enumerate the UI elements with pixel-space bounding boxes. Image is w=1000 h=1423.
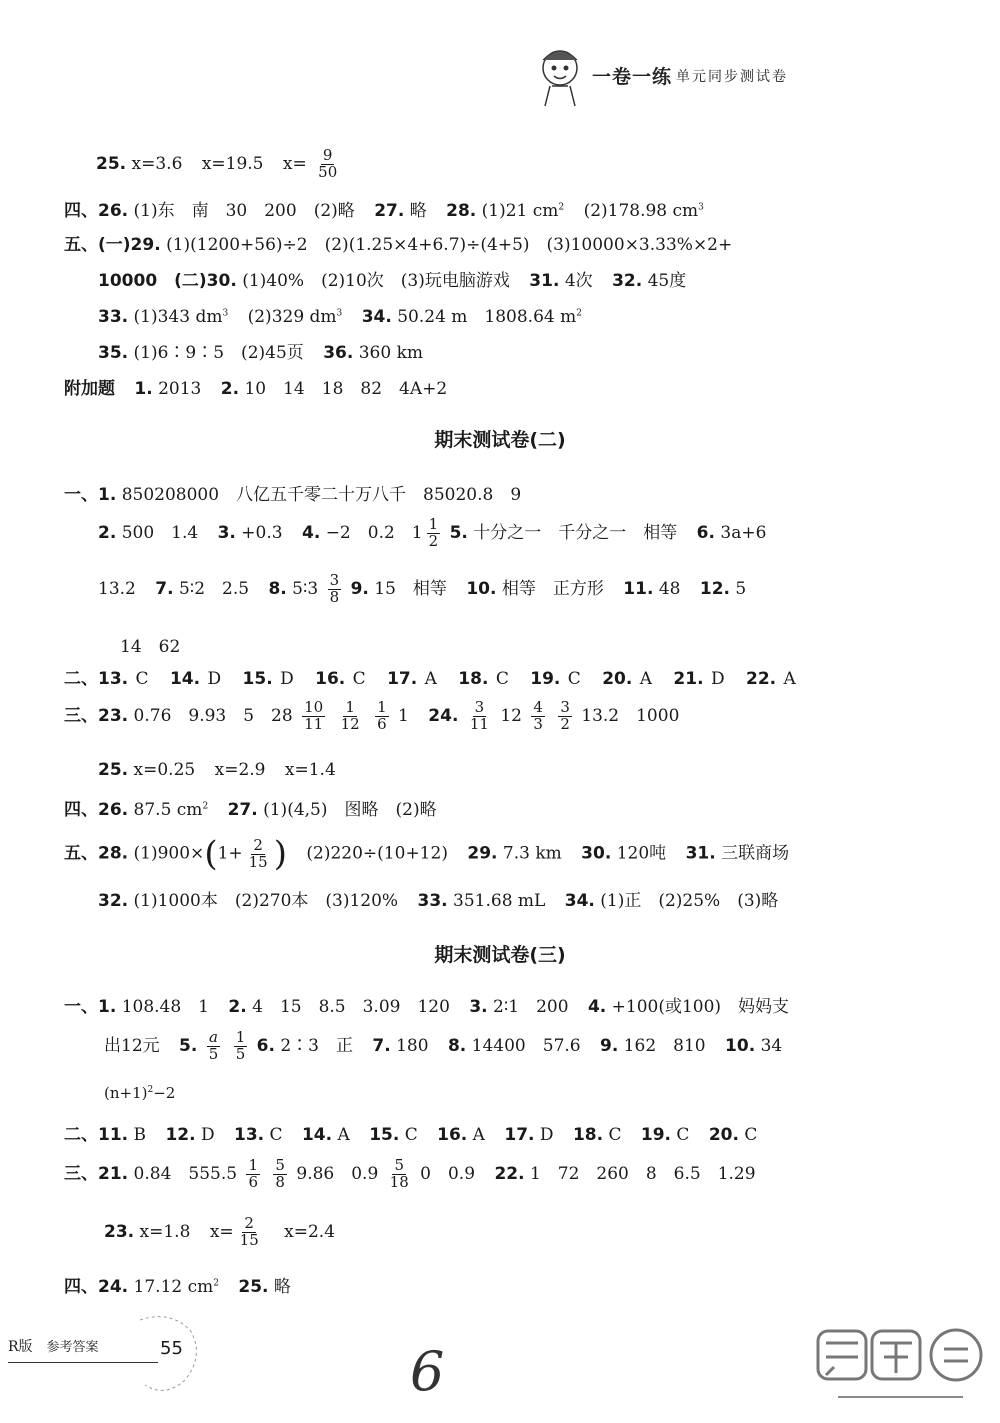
header-subtitle: 单元同步测试卷 xyxy=(676,69,788,85)
fraction: $\frac{10}{11}$ xyxy=(304,698,324,733)
answer-line-26: 四、26. (1)东 南 30 200 (2)略 27. 略 28. (1)21 $cm^2$ (2)178.98 $cm^3$ xyxy=(64,201,704,221)
answer-line-35: 35. (1)6∶9∶5 (2)45页 36. 360 km xyxy=(98,343,423,363)
answer-line-30: 10000 (二)30. (1)40% (2)10次 (3)玩电脑游戏 31. 4次 32. 45度 xyxy=(98,271,687,291)
page-footer xyxy=(0,1300,260,1410)
watermark-logo-icon xyxy=(808,1325,993,1420)
mascot-logo-icon xyxy=(530,40,590,110)
fraction: $\frac{5}{18}$ xyxy=(389,1156,409,1191)
answer-line-23c: 23. x=1.8 x= $\frac{2}{15}$ x=2.4 xyxy=(104,1214,336,1249)
section-title-exam-3: 期末测试卷(三) xyxy=(434,944,566,966)
answer-line-33: 33. (1)343 $dm^3$ (2)329 $dm^3$ 34. 50.24 m 1808.64 $m^2$ xyxy=(98,307,582,327)
fraction: $\frac{4}{3}$ xyxy=(533,698,543,733)
answer-line-1: 一、1. 850208000 八亿五千零二十万八千 85020.8 9 xyxy=(64,485,522,505)
answer-line-23: 三、23. 0.76 9.93 5 28 $\frac{10}{11}$ $\frac{1}{12}$ $\frac{1}{6}$ 1 24. $\frac{3}{11}$ 12 $\frac{4}{3}$ $\frac{3}{2}$ 13.2 1000 xyxy=(64,698,680,733)
fraction: $\frac{1}{2}$ xyxy=(428,515,439,550)
fraction: $\frac{3}{8}$ xyxy=(329,571,340,606)
answer-line-1c: 一、1. 108.48 1 2. 4 15 8.5 3.09 120 3. 2∶1 200 4. +100(或100) 妈妈支 xyxy=(64,997,790,1017)
page-number: 55 xyxy=(160,1338,183,1359)
answer-line-32b: 32. (1)1000本 (2)270本 (3)120% 33. 351.68 mL 34. (1)正 (2)25% (3)略 xyxy=(98,891,779,911)
fraction: $\frac{5}{8}$ xyxy=(275,1156,285,1191)
handwritten-mark: 6 xyxy=(410,1340,445,1403)
fraction: $\frac{9}{50}$ xyxy=(318,146,338,181)
answer-line-10-cont: $(n+1)^2-2$ xyxy=(104,1084,176,1102)
fraction: $\frac{1}{12}$ xyxy=(340,698,360,733)
answer-line-21c: 三、21. 0.84 555.5 $\frac{1}{6}$ $\frac{5}{8}$ 9.86 0.9 $\frac{5}{18}$ 0 0.9 22. 1 72 260 8 6.5 1.29 xyxy=(64,1156,756,1191)
answer-line-5c: 出12元 5. $\frac{a}{5}$ $\frac{1}{5}$ 6. 2∶3 正 7. 180 8. 14400 57.6 9. 162 810 10. 34 xyxy=(104,1028,783,1063)
answer-line-11c: 二、11. B 12. D 13. C 14. A 15. C 16. A 17. D 18. C 19. C 20. C xyxy=(64,1125,758,1145)
brand-title: 一卷一练 xyxy=(592,66,673,88)
fraction: $\frac{1}{6}$ xyxy=(248,1156,259,1191)
answer-line-29: 五、(一)29. (1)(1200+56)÷2 (2)(1.25×4+6.7)÷(4+5) (3)10000×3.33%×2+ xyxy=(64,235,733,255)
fraction: $\frac{2}{15}$ xyxy=(239,1214,259,1249)
fraction: $\frac{1}{5}$ xyxy=(235,1028,246,1063)
answer-line-13: 二、13. C 14. D 15. D 16. C 17. A 18. C 19. C 20. A 21. D 22. A xyxy=(64,669,796,689)
fraction: $\frac{3}{11}$ xyxy=(469,698,489,733)
answer-line-25: 25. x=3.6 x=19.5 x= $\frac{9}{50}$ xyxy=(96,146,338,181)
section-title-exam-2: 期末测试卷(二) xyxy=(434,429,566,451)
answer-line-7: 13.2 7. 5∶2 2.5 8. 5∶3 $\frac{3}{8}$ 9. 15 相等 10. 相等 正方形 11. 48 12. 5 xyxy=(98,571,747,606)
fraction: $\frac{a}{5}$ xyxy=(208,1028,219,1063)
page-header xyxy=(530,40,870,115)
footer-label: R版 参考答案 xyxy=(8,1336,158,1363)
answer-line-28b: 五、28. (1)900×(1+ $\frac{2}{15}$ ) (2)220÷(10+12) 29. 7.3 km 30. 120吨 31. 三联商场 xyxy=(64,834,790,874)
answer-line-26b: 四、26. 87.5 $cm^2$ 27. (1)(4,5) 图略 (2)略 xyxy=(64,800,437,820)
answer-line-25b: 25. x=0.25 x=2.9 x=1.4 xyxy=(98,760,336,780)
fraction: $\frac{2}{15}$ xyxy=(248,835,268,871)
answer-line-bonus: 附加题 1. 2013 2. 10 14 18 82 4A+2 xyxy=(64,379,448,399)
answer-line-12-cont: 14 62 xyxy=(120,637,181,657)
fraction: $\frac{1}{6}$ xyxy=(377,698,387,733)
answer-line-24c: 四、24. 17.12 $cm^2$ 25. 略 xyxy=(64,1277,291,1297)
fraction: $\frac{3}{2}$ xyxy=(560,698,570,733)
answer-line-2: 2. 500 1.4 3. +0.3 4. −2 0.2 1 $\frac{1}{2}$ 5. 十分之一 千分之一 相等 6. 3a+6 xyxy=(98,515,767,550)
